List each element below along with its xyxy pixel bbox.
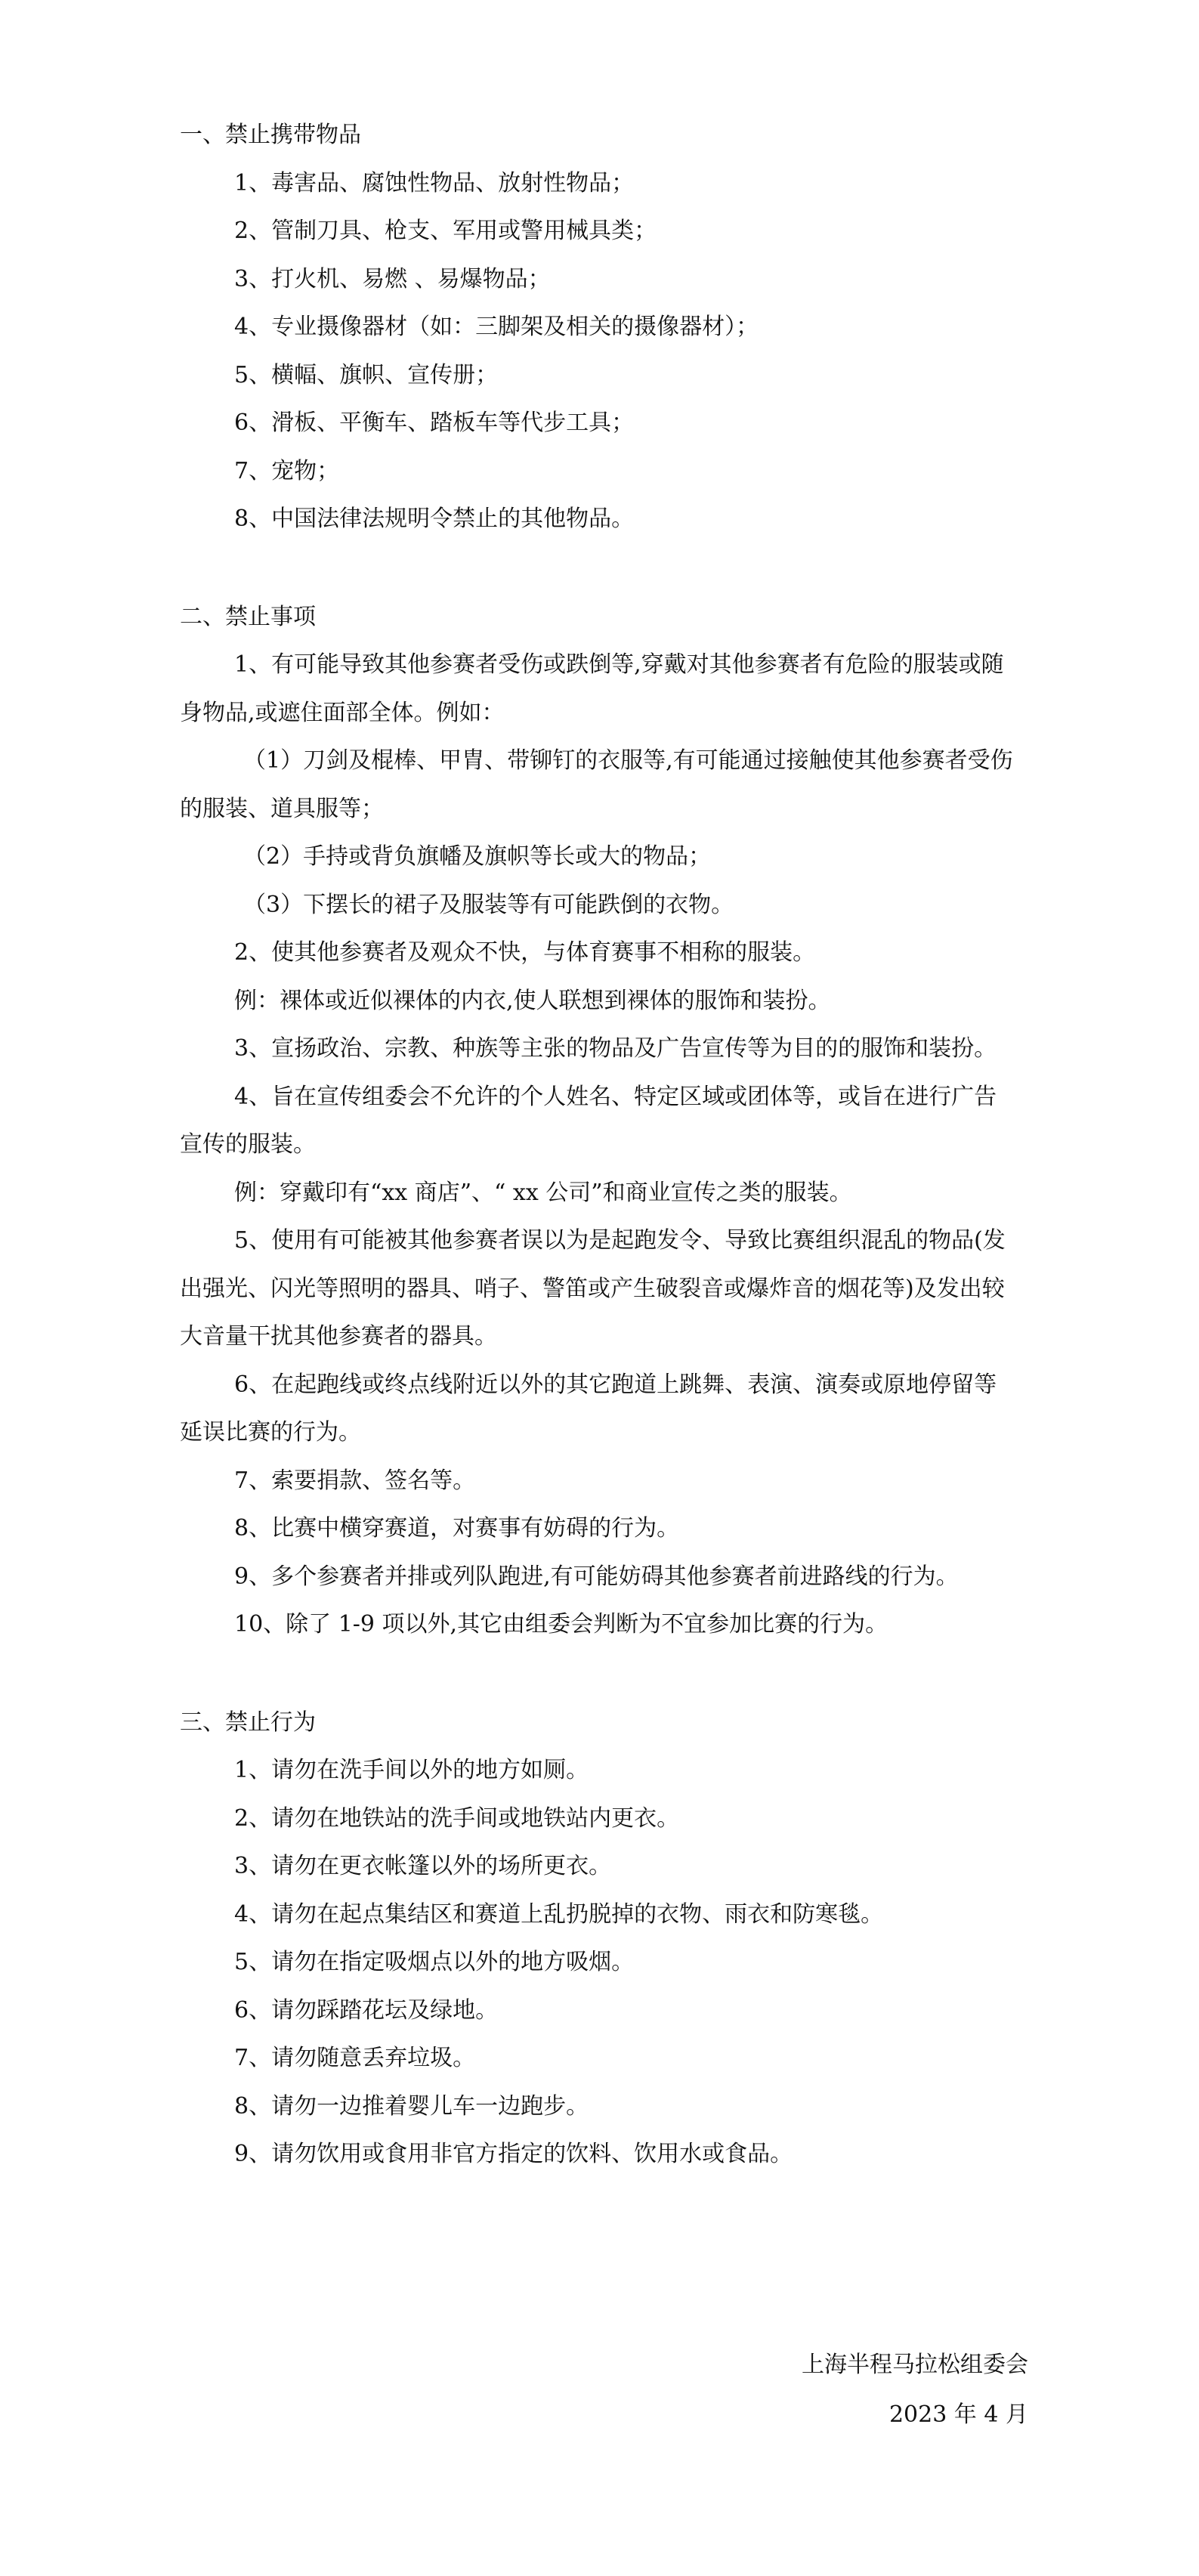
list-item: 8、比赛中横穿赛道，对赛事有妨碍的行为。 (234, 1515, 680, 1542)
document-body (180, 111, 1018, 2179)
sub-list-item: （3）下摆长的裙子及服装等有可能跌倒的衣物。 (243, 891, 734, 918)
list-item: 2、使其他参赛者及观众不快，与体育赛事不相称的服装。 (234, 939, 816, 966)
list-item: 7、请勿随意丢弃垃圾。 (234, 2045, 476, 2071)
list-item: 4、请勿在起点集结区和赛道上乱扔脱掉的衣物、雨衣和防寒毯。 (234, 1900, 884, 1928)
list-item: 5、使用有可能被其他参赛者误以为是起跑发令、导致比赛组织混乱的物品(发出强光、闪光等照明的器具、哨子、警笛或产生破裂音或爆炸音的烟花等)及发出较大音量干扰其他参赛者的器具。 (180, 1227, 1006, 1350)
list-item: 10、除了 1-9 项以外,其它由组委会判断为不宜参加比赛的行为。 (234, 1611, 888, 1637)
list-item: 6、在起跑线或终点线附近以外的其它跑道上跳舞、表演、演奏或原地停留等延误比赛的行为。 (180, 1371, 997, 1446)
list-item: 8、请勿一边推着婴儿车一边跑步。 (234, 2092, 589, 2120)
section-3 (180, 1699, 1018, 2179)
list-item: 3、宣扬政治、宗教、种族等主张的物品及广告宣传等为目的的服饰和装扮。 (234, 1035, 997, 1062)
list-item: 1、毒害品、腐蚀性物品、放射性物品； (234, 169, 635, 196)
list-item: 9、请勿饮用或食用非官方指定的饮料、饮用水或食品。 (234, 2141, 793, 2167)
list-item: 3、打火机、易燃 、易爆物品； (234, 265, 551, 292)
section-1 (180, 111, 1018, 543)
section-heading: 二、禁止事项 (180, 603, 316, 630)
list-item: 2、请勿在地铁站的洗手间或地铁站内更衣。 (234, 1804, 680, 1832)
list-item: 8、中国法律法规明令禁止的其他物品。 (234, 506, 635, 532)
sub-list-item: （2）手持或背负旗幡及旗帜等长或大的物品； (243, 843, 712, 870)
list-item: 5、横幅、旗帜、宣传册； (234, 361, 499, 388)
list-item: 5、请勿在指定吸烟点以外的地方吸烟。 (234, 1949, 635, 1975)
list-item: 例：裸体或近似裸体的内衣,使人联想到裸体的服饰和装扮。 (234, 987, 831, 1014)
list-item: 2、管制刀具、枪支、军用或警用械具类； (234, 218, 657, 244)
sub-list-item: （1）刀剑及棍棒、甲胄、带铆钉的衣服等,有可能通过接触使其他参赛者受伤的服装、道具服等； (180, 747, 1013, 822)
list-item: 6、请勿踩踏花坛及绿地。 (234, 1996, 499, 2024)
list-item: 4、旨在宣传组委会不允许的个人姓名、特定区域或团体等，或旨在进行广告宣传的服装。 (180, 1083, 997, 1158)
list-item: 7、宠物； (234, 457, 340, 484)
list-item: 1、有可能导致其他参赛者受伤或跌倒等,穿戴对其他参赛者有危险的服装或随身物品,或遮住面部全体。例如： (180, 651, 1004, 726)
list-item: 1、请勿在洗手间以外的地方如厕。 (234, 1757, 589, 1783)
signature-block (802, 2340, 1028, 2440)
list-item: 9、多个参赛者并排或列队跑进,有可能妨碍其他参赛者前进路线的行为。 (234, 1563, 959, 1590)
list-item: 4、专业摄像器材（如：三脚架及相关的摄像器材）； (234, 314, 759, 340)
list-item: 3、请勿在更衣帐篷以外的场所更衣。 (234, 1853, 612, 1879)
signature-organization: 上海半程马拉松组委会 (802, 2352, 1028, 2378)
signature-date: 2023 年 4 月 (888, 2401, 1028, 2428)
section-2 (180, 593, 1018, 1649)
section-heading: 三、禁止行为 (180, 1709, 316, 1736)
list-item: 6、滑板、平衡车、踏板车等代步工具； (234, 410, 635, 436)
section-heading: 一、禁止携带物品 (180, 122, 361, 148)
list-item: 7、索要捐款、签名等。 (234, 1467, 476, 1494)
list-item: 例：穿戴印有“xx 商店”、“ xx 公司”和商业宣传之类的服装。 (234, 1179, 852, 1206)
